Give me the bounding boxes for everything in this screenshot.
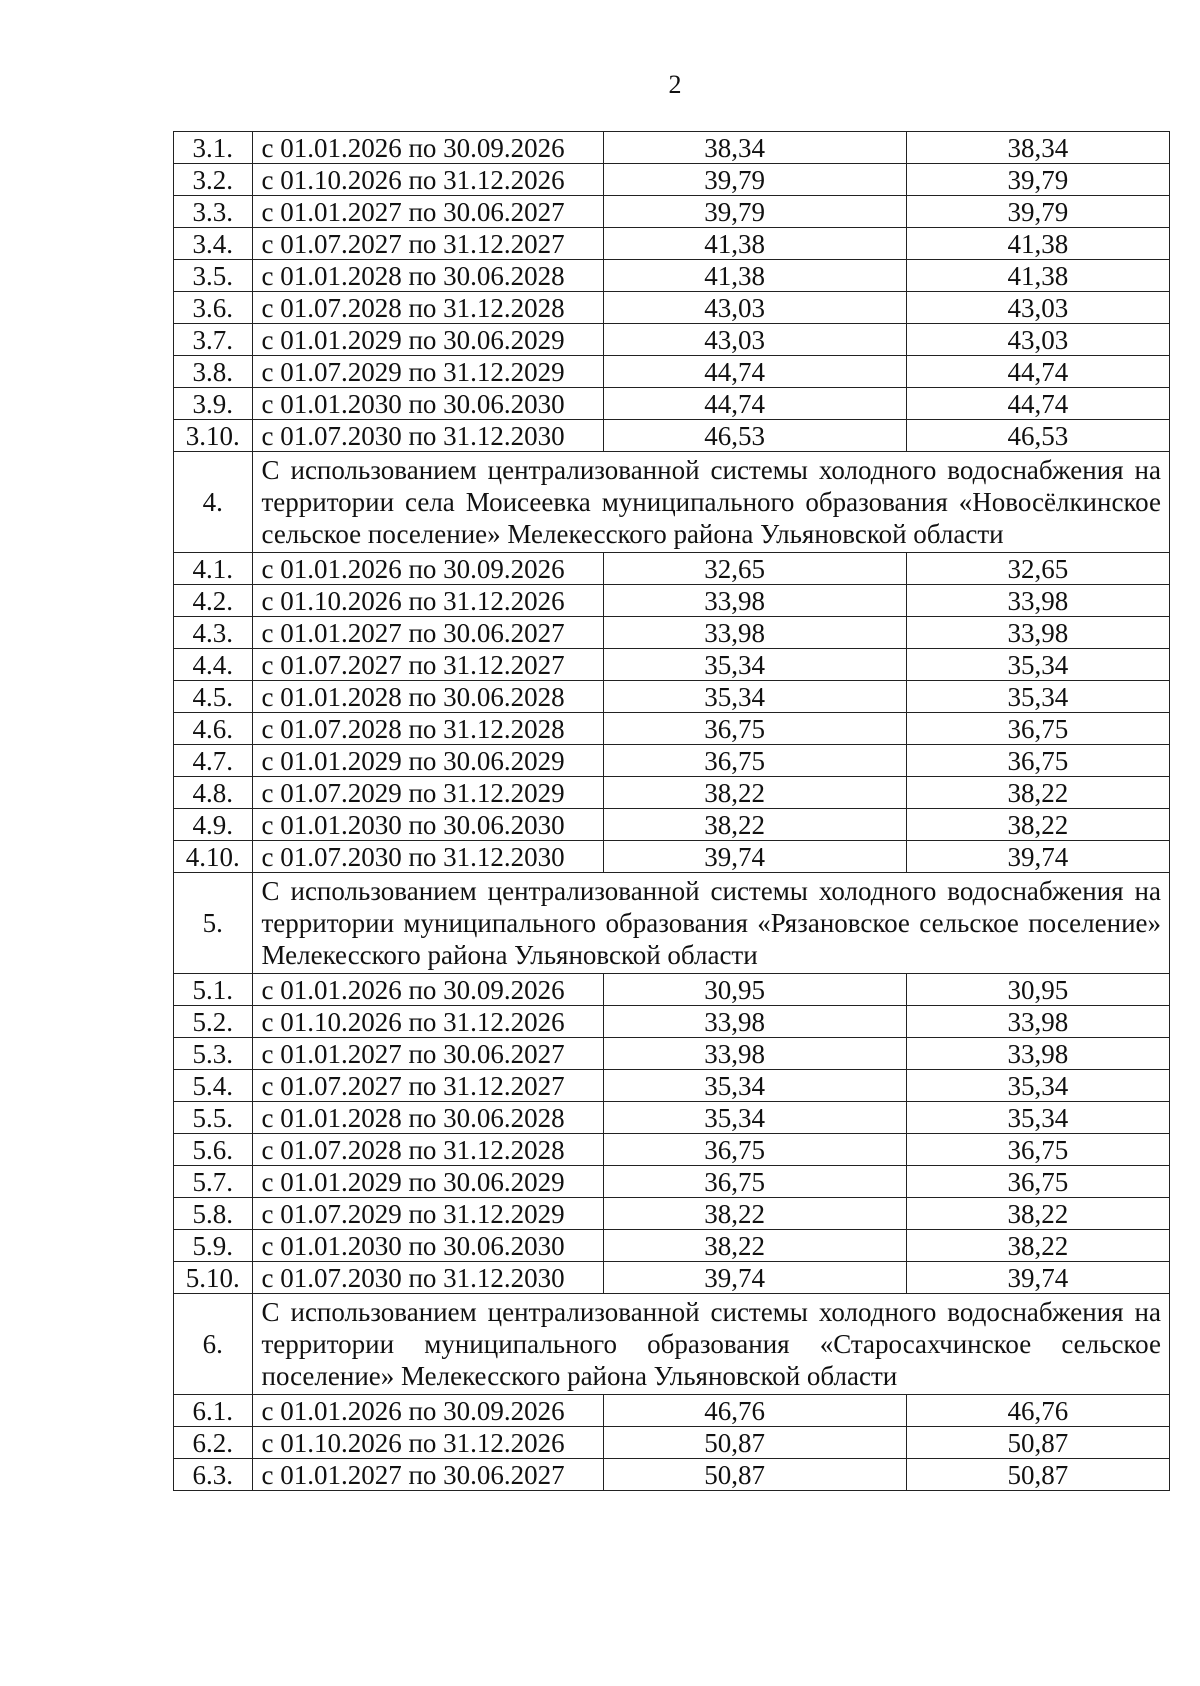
- row-number: 5.10.: [174, 1262, 253, 1294]
- row-number: 4.3.: [174, 617, 253, 649]
- row-value-2: 38,22: [906, 1230, 1169, 1262]
- table-row: [174, 1070, 1170, 1102]
- row-value-1: 38,22: [603, 1198, 906, 1230]
- table-row: [174, 974, 1170, 1006]
- row-value-1: 44,74: [603, 388, 906, 420]
- row-value-1: 33,98: [603, 585, 906, 617]
- section-heading: С использованием централизованной системы холодного водоснабжения на территории муниципального образования «Рязановское сельское поселение» Мелекесского района Ульяновской области: [252, 873, 1170, 974]
- row-period: с 01.07.2029 по 31.12.2029: [252, 1198, 603, 1230]
- row-value-2: 33,98: [906, 585, 1169, 617]
- row-period: с 01.01.2030 по 30.06.2030: [252, 388, 603, 420]
- row-period: с 01.10.2026 по 31.12.2026: [252, 1006, 603, 1038]
- row-period: с 01.01.2027 по 30.06.2027: [252, 1459, 603, 1491]
- row-period: с 01.01.2026 по 30.09.2026: [252, 132, 603, 164]
- row-value-1: 50,87: [603, 1459, 906, 1491]
- row-period: с 01.01.2029 по 30.06.2029: [252, 745, 603, 777]
- row-period: с 01.07.2030 по 31.12.2030: [252, 420, 603, 452]
- row-value-2: 41,38: [906, 228, 1169, 260]
- section-heading: С использованием централизованной системы холодного водоснабжения на территории муниципального образования «Старосахчинское сельское поселение» Мелекесского района Ульяновской области: [252, 1294, 1170, 1395]
- row-value-1: 46,76: [603, 1395, 906, 1427]
- section-header-row: [174, 1294, 1170, 1395]
- row-number: 4.9.: [174, 809, 253, 841]
- tariff-table: [173, 131, 1170, 1491]
- row-number: 5.4.: [174, 1070, 253, 1102]
- row-value-2: 38,22: [906, 809, 1169, 841]
- row-number: 3.9.: [174, 388, 253, 420]
- row-period: с 01.01.2028 по 30.06.2028: [252, 1102, 603, 1134]
- section-number: 4.: [174, 452, 253, 553]
- row-period: с 01.01.2027 по 30.06.2027: [252, 196, 603, 228]
- table-row: [174, 649, 1170, 681]
- row-value-2: 50,87: [906, 1427, 1169, 1459]
- row-value-2: 33,98: [906, 1006, 1169, 1038]
- row-value-2: 39,74: [906, 1262, 1169, 1294]
- row-period: с 01.10.2026 по 31.12.2026: [252, 1427, 603, 1459]
- row-number: 4.4.: [174, 649, 253, 681]
- row-period: с 01.01.2028 по 30.06.2028: [252, 260, 603, 292]
- table-row: [174, 1198, 1170, 1230]
- row-number: 6.2.: [174, 1427, 253, 1459]
- row-value-1: 41,38: [603, 260, 906, 292]
- row-period: с 01.07.2028 по 31.12.2028: [252, 1134, 603, 1166]
- row-period: с 01.07.2030 по 31.12.2030: [252, 841, 603, 873]
- row-value-2: 38,22: [906, 1198, 1169, 1230]
- row-value-2: 36,75: [906, 1166, 1169, 1198]
- row-number: 5.9.: [174, 1230, 253, 1262]
- row-value-1: 38,34: [603, 132, 906, 164]
- table-row: [174, 260, 1170, 292]
- table-row: [174, 585, 1170, 617]
- row-number: 4.2.: [174, 585, 253, 617]
- row-number: 4.6.: [174, 713, 253, 745]
- row-value-1: 33,98: [603, 617, 906, 649]
- table-row: [174, 1134, 1170, 1166]
- table-row: [174, 292, 1170, 324]
- table-row: [174, 388, 1170, 420]
- row-value-1: 36,75: [603, 1134, 906, 1166]
- section-number: 5.: [174, 873, 253, 974]
- table-row: [174, 745, 1170, 777]
- row-value-1: 38,22: [603, 777, 906, 809]
- row-value-2: 44,74: [906, 356, 1169, 388]
- row-number: 5.1.: [174, 974, 253, 1006]
- row-value-2: 38,34: [906, 132, 1169, 164]
- row-number: 6.1.: [174, 1395, 253, 1427]
- row-value-1: 39,79: [603, 196, 906, 228]
- row-value-2: 35,34: [906, 1070, 1169, 1102]
- row-value-1: 36,75: [603, 745, 906, 777]
- row-period: с 01.01.2026 по 30.09.2026: [252, 1395, 603, 1427]
- row-number: 3.10.: [174, 420, 253, 452]
- section-heading: С использованием централизованной системы холодного водоснабжения на территории села Моисеевка муниципального образования «Новосёлкинское сельское поселение» Мелекесского района Ульяновской области: [252, 452, 1170, 553]
- row-value-1: 41,38: [603, 228, 906, 260]
- row-value-2: 46,76: [906, 1395, 1169, 1427]
- row-period: с 01.01.2030 по 30.06.2030: [252, 809, 603, 841]
- table-row: [174, 164, 1170, 196]
- row-value-2: 35,34: [906, 649, 1169, 681]
- table-row: [174, 553, 1170, 585]
- row-period: с 01.07.2029 по 31.12.2029: [252, 777, 603, 809]
- row-number: 3.8.: [174, 356, 253, 388]
- row-value-2: 50,87: [906, 1459, 1169, 1491]
- row-period: с 01.01.2029 по 30.06.2029: [252, 1166, 603, 1198]
- row-period: с 01.01.2029 по 30.06.2029: [252, 324, 603, 356]
- row-period: с 01.01.2026 по 30.09.2026: [252, 553, 603, 585]
- row-number: 5.6.: [174, 1134, 253, 1166]
- row-value-2: 39,74: [906, 841, 1169, 873]
- row-value-1: 43,03: [603, 292, 906, 324]
- row-period: с 01.07.2027 по 31.12.2027: [252, 1070, 603, 1102]
- row-period: с 01.10.2026 по 31.12.2026: [252, 164, 603, 196]
- row-number: 5.7.: [174, 1166, 253, 1198]
- table-row: [174, 132, 1170, 164]
- row-value-2: 46,53: [906, 420, 1169, 452]
- table-row: [174, 1262, 1170, 1294]
- row-period: с 01.07.2027 по 31.12.2027: [252, 228, 603, 260]
- row-value-2: 39,79: [906, 164, 1169, 196]
- row-period: с 01.01.2030 по 30.06.2030: [252, 1230, 603, 1262]
- row-number: 3.7.: [174, 324, 253, 356]
- row-value-2: 43,03: [906, 292, 1169, 324]
- tariff-table-body: [174, 132, 1170, 1491]
- row-value-1: 50,87: [603, 1427, 906, 1459]
- row-period: с 01.01.2028 по 30.06.2028: [252, 681, 603, 713]
- row-number: 4.7.: [174, 745, 253, 777]
- row-value-2: 33,98: [906, 1038, 1169, 1070]
- row-number: 4.5.: [174, 681, 253, 713]
- row-number: 4.10.: [174, 841, 253, 873]
- table-row: [174, 1006, 1170, 1038]
- row-value-2: 39,79: [906, 196, 1169, 228]
- row-period: с 01.01.2026 по 30.09.2026: [252, 974, 603, 1006]
- row-number: 4.8.: [174, 777, 253, 809]
- row-value-1: 35,34: [603, 1102, 906, 1134]
- row-value-2: 41,38: [906, 260, 1169, 292]
- row-value-2: 35,34: [906, 1102, 1169, 1134]
- table-row: [174, 713, 1170, 745]
- row-period: с 01.10.2026 по 31.12.2026: [252, 585, 603, 617]
- row-period: с 01.01.2027 по 30.06.2027: [252, 617, 603, 649]
- section-header-row: [174, 452, 1170, 553]
- row-value-1: 39,74: [603, 1262, 906, 1294]
- row-value-1: 43,03: [603, 324, 906, 356]
- table-row: [174, 228, 1170, 260]
- row-value-2: 43,03: [906, 324, 1169, 356]
- row-number: 3.1.: [174, 132, 253, 164]
- row-number: 5.8.: [174, 1198, 253, 1230]
- table-row: [174, 777, 1170, 809]
- table-row: [174, 1459, 1170, 1491]
- row-value-2: 33,98: [906, 617, 1169, 649]
- table-row: [174, 1230, 1170, 1262]
- row-value-1: 38,22: [603, 809, 906, 841]
- row-number: 3.2.: [174, 164, 253, 196]
- table-row: [174, 1038, 1170, 1070]
- row-period: с 01.07.2029 по 31.12.2029: [252, 356, 603, 388]
- table-row: [174, 324, 1170, 356]
- row-value-1: 39,79: [603, 164, 906, 196]
- table-row: [174, 1102, 1170, 1134]
- row-number: 6.3.: [174, 1459, 253, 1491]
- row-value-1: 44,74: [603, 356, 906, 388]
- table-row: [174, 420, 1170, 452]
- row-value-1: 36,75: [603, 1166, 906, 1198]
- row-period: с 01.07.2028 по 31.12.2028: [252, 292, 603, 324]
- row-period: с 01.07.2030 по 31.12.2030: [252, 1262, 603, 1294]
- page-number: 2: [668, 70, 682, 99]
- table-row: [174, 1395, 1170, 1427]
- row-value-2: 36,75: [906, 1134, 1169, 1166]
- table-row: [174, 841, 1170, 873]
- row-value-1: 35,34: [603, 681, 906, 713]
- row-number: 3.4.: [174, 228, 253, 260]
- row-value-1: 36,75: [603, 713, 906, 745]
- row-value-2: 38,22: [906, 777, 1169, 809]
- row-value-1: 39,74: [603, 841, 906, 873]
- row-value-2: 36,75: [906, 745, 1169, 777]
- row-value-2: 44,74: [906, 388, 1169, 420]
- row-number: 5.3.: [174, 1038, 253, 1070]
- row-period: с 01.07.2027 по 31.12.2027: [252, 649, 603, 681]
- table-row: [174, 681, 1170, 713]
- table-row: [174, 809, 1170, 841]
- row-number: 5.2.: [174, 1006, 253, 1038]
- row-number: 3.3.: [174, 196, 253, 228]
- section-header-row: [174, 873, 1170, 974]
- row-value-1: 35,34: [603, 649, 906, 681]
- table-row: [174, 1166, 1170, 1198]
- table-row: [174, 1427, 1170, 1459]
- table-row: [174, 356, 1170, 388]
- row-value-2: 36,75: [906, 713, 1169, 745]
- row-value-1: 35,34: [603, 1070, 906, 1102]
- row-value-2: 35,34: [906, 681, 1169, 713]
- row-number: 3.5.: [174, 260, 253, 292]
- row-value-1: 33,98: [603, 1038, 906, 1070]
- row-number: 5.5.: [174, 1102, 253, 1134]
- section-number: 6.: [174, 1294, 253, 1395]
- table-row: [174, 617, 1170, 649]
- row-value-1: 38,22: [603, 1230, 906, 1262]
- row-value-2: 30,95: [906, 974, 1169, 1006]
- row-value-1: 46,53: [603, 420, 906, 452]
- row-number: 3.6.: [174, 292, 253, 324]
- row-period: с 01.07.2028 по 31.12.2028: [252, 713, 603, 745]
- row-value-1: 33,98: [603, 1006, 906, 1038]
- table-row: [174, 196, 1170, 228]
- row-value-1: 30,95: [603, 974, 906, 1006]
- row-period: с 01.01.2027 по 30.06.2027: [252, 1038, 603, 1070]
- row-number: 4.1.: [174, 553, 253, 585]
- row-value-1: 32,65: [603, 553, 906, 585]
- row-value-2: 32,65: [906, 553, 1169, 585]
